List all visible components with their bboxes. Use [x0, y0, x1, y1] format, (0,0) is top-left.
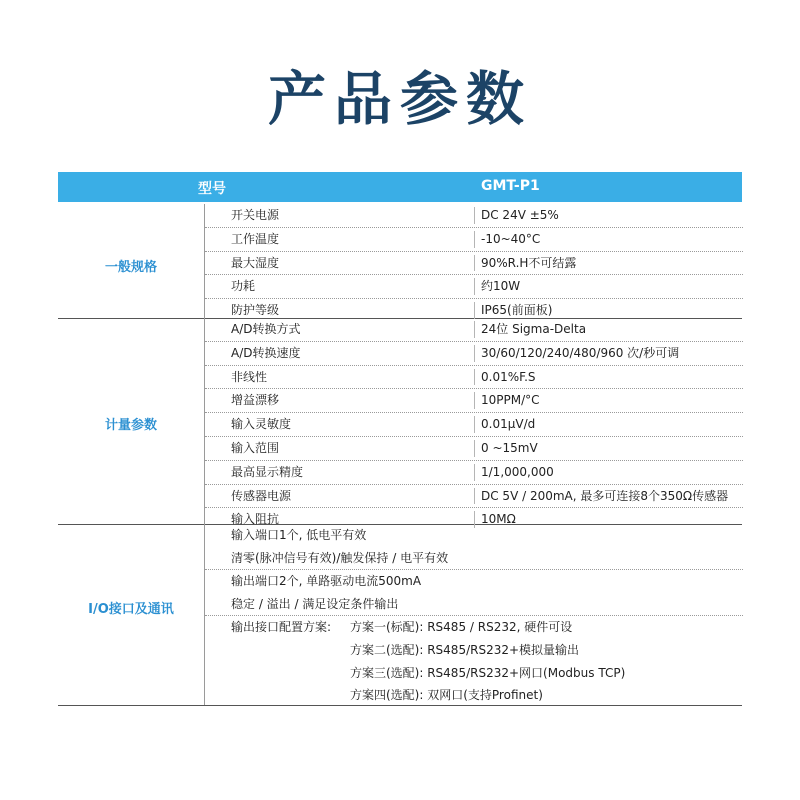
param-name: 最大湿度 — [231, 255, 280, 270]
param-value: 30/60/120/240/480/960 次/秒可调 — [481, 345, 680, 360]
section-label: I/O接口及通讯 — [88, 602, 174, 617]
param-value: 0.01%F.S — [481, 369, 536, 384]
param-name: A/D转换方式 — [231, 322, 301, 336]
section-label: 一般规格 — [104, 260, 157, 275]
param-value: DC 5V / 200mA, 最多可连接8个350Ω传感器 — [481, 488, 729, 503]
param-value: 10PPM/°C — [481, 393, 540, 408]
output-plan: 方案三(选配): RS485/RS232+网口(Modbus TCP) — [350, 665, 626, 680]
table-row — [205, 342, 743, 366]
param-name: 输入灵敏度 — [231, 417, 292, 432]
section-io — [58, 524, 742, 706]
param-value: 约10W — [481, 279, 521, 294]
param-name: 最高显示精度 — [231, 464, 304, 479]
param-value: 90%R.H不可结露 — [481, 255, 577, 270]
list-item — [205, 662, 743, 685]
io-text: 输出端口2个, 单路驱动电流500mA — [231, 574, 422, 589]
list-item — [205, 639, 743, 662]
list-item — [205, 570, 743, 593]
table-row — [205, 275, 743, 299]
param-name: 输入阻抗 — [231, 512, 280, 527]
table-row — [205, 461, 743, 485]
section-general — [58, 204, 742, 319]
param-value: -10~40°C — [481, 231, 541, 246]
param-value: 0.01μV/d — [481, 417, 536, 432]
io-text: 清零(脉冲信号有效)/触发保持 / 电平有效 — [231, 550, 449, 565]
list-item — [205, 547, 743, 571]
model-label: 型号 — [198, 181, 226, 197]
section-label: 计量参数 — [104, 418, 157, 433]
model-value: GMT-P1 — [481, 178, 540, 194]
param-name: 开关电源 — [231, 208, 280, 222]
output-plan: 方案一(标配): RS485 / RS232, 硬件可设 — [350, 620, 573, 635]
param-name: 防护等级 — [231, 303, 280, 318]
io-text: 稳定 / 溢出 / 满足设定条件输出 — [231, 596, 399, 611]
table-row — [205, 252, 743, 276]
table-row — [205, 366, 743, 390]
output-plan: 方案四(选配): 双网口(支持Profinet) — [350, 688, 543, 703]
section-measurement — [58, 318, 742, 525]
param-value: 10MΩ — [481, 512, 516, 527]
page-title: 产品参数 — [267, 65, 532, 133]
param-value: IP65(前面板) — [481, 303, 553, 318]
param-name: 工作温度 — [231, 231, 280, 246]
output-plan: 方案二(选配): RS485/RS232+模拟量输出 — [350, 642, 580, 657]
table-row — [205, 228, 743, 252]
io-text: 输入端口1个, 低电平有效 — [231, 528, 367, 542]
param-value: 0 ~15mV — [481, 440, 538, 455]
table-row — [205, 318, 743, 342]
list-item — [205, 684, 743, 707]
table-row — [205, 485, 743, 509]
table-row — [205, 413, 743, 437]
section-body — [204, 204, 743, 318]
table-row — [205, 204, 743, 228]
param-name: 增益漂移 — [231, 393, 280, 408]
param-name: A/D转换速度 — [231, 345, 301, 360]
param-name: 非线性 — [231, 369, 268, 384]
list-item — [205, 524, 743, 547]
table-row — [205, 389, 743, 413]
list-item — [205, 616, 743, 639]
list-item — [205, 593, 743, 617]
param-name: 功耗 — [231, 279, 256, 294]
table-row — [205, 437, 743, 461]
section-body — [204, 524, 743, 705]
param-value: 1/1,000,000 — [481, 464, 554, 479]
param-value: DC 24V ±5% — [481, 208, 559, 222]
param-name: 输入范围 — [231, 440, 280, 455]
section-body — [204, 318, 743, 527]
param-value: 24位 Sigma-Delta — [481, 322, 587, 336]
param-name: 传感器电源 — [231, 488, 292, 503]
io-text: 输出接口配置方案: — [231, 620, 332, 635]
table-header — [58, 172, 742, 202]
